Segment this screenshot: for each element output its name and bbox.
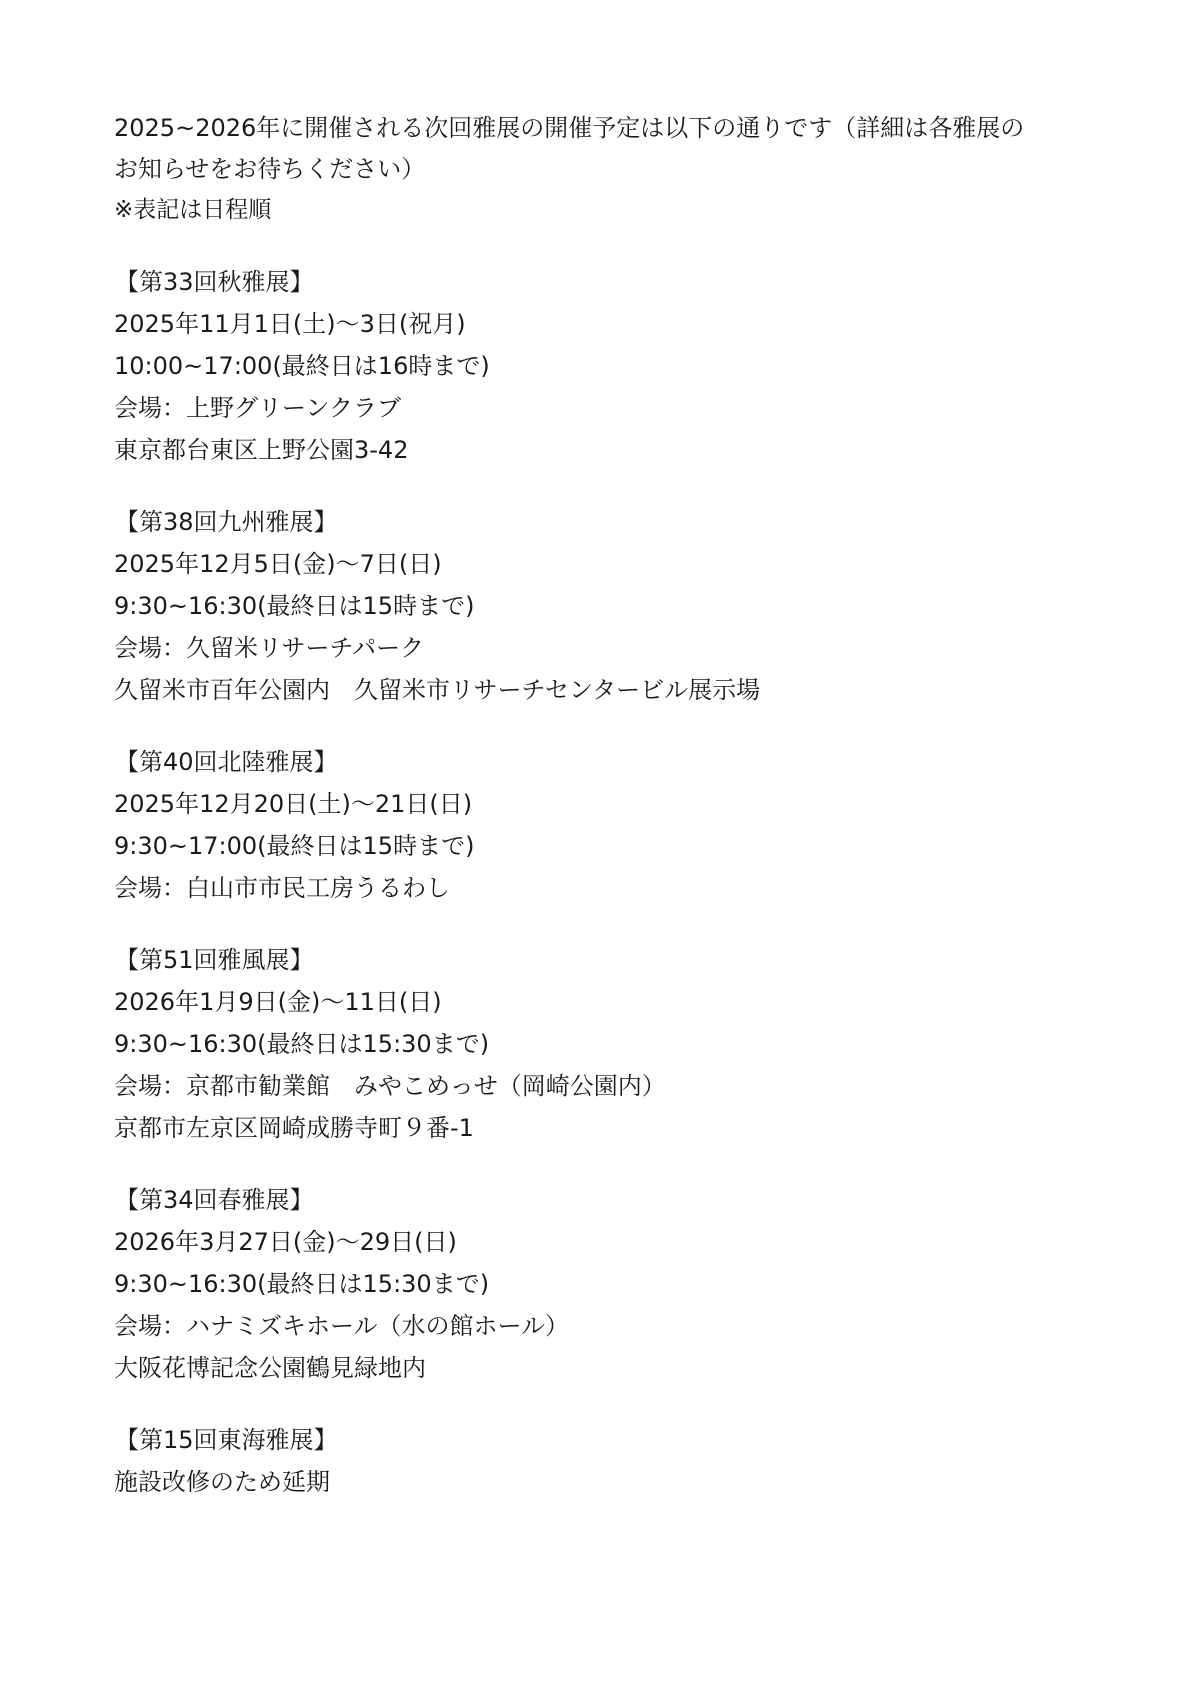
event-venue: 会場：久留米リサーチパーク bbox=[114, 634, 425, 662]
event-time: 10:00~17:00(最終日は16時まで) bbox=[114, 352, 490, 380]
event-title: 【第15回東海雅展】 bbox=[115, 1426, 338, 1454]
event-tokai-ga-exhibition bbox=[114, 1419, 1094, 1503]
event-hokuriku-ga-exhibition bbox=[114, 741, 1094, 909]
event-venue: 会場：京都市勧業館 みやこめっせ（岡崎公園内） bbox=[114, 1072, 666, 1100]
intro-note: ※表記は日程順 bbox=[114, 197, 272, 223]
event-date: 2025年12月5日(金)〜7日(日) bbox=[114, 550, 442, 578]
event-kyushu-ga-exhibition bbox=[114, 501, 1094, 711]
intro-text-line-2: お知らせをお待ちください） bbox=[114, 155, 426, 183]
event-address: 京都市左京区岡崎成勝寺町９番-1 bbox=[114, 1114, 474, 1142]
event-title: 【第38回九州雅展】 bbox=[115, 508, 338, 536]
event-title: 【第34回春雅展】 bbox=[115, 1186, 314, 1214]
event-gafu-exhibition bbox=[114, 939, 1094, 1149]
event-time: 9:30~16:30(最終日は15:30まで) bbox=[114, 1030, 490, 1058]
event-date: 2025年12月20日(土)〜21日(日) bbox=[114, 790, 473, 818]
event-date: 2025年11月1日(土)〜3日(祝月) bbox=[114, 310, 466, 338]
event-spring-ga-exhibition bbox=[114, 1179, 1094, 1389]
event-address: 東京都台東区上野公園3-42 bbox=[114, 436, 409, 464]
event-venue: 会場：上野グリーンクラブ bbox=[114, 394, 402, 422]
event-time: 9:30~16:30(最終日は15:30まで) bbox=[114, 1270, 490, 1298]
event-status: 施設改修のため延期 bbox=[114, 1468, 330, 1496]
event-title: 【第33回秋雅展】 bbox=[115, 268, 314, 296]
event-venue: 会場：ハナミズキホール（水の館ホール） bbox=[114, 1312, 570, 1340]
event-date: 2026年1月9日(金)〜11日(日) bbox=[114, 988, 442, 1016]
intro-section bbox=[114, 108, 1094, 231]
event-title: 【第40回北陸雅展】 bbox=[115, 748, 338, 776]
document-body bbox=[114, 108, 1094, 1503]
event-time: 9:30~17:00(最終日は15時まで) bbox=[114, 832, 475, 860]
event-time: 9:30~16:30(最終日は15時まで) bbox=[114, 592, 475, 620]
event-address: 大阪花博記念公園鶴見緑地内 bbox=[114, 1354, 426, 1382]
intro-text-line-1: 2025~2026年に開催される次回雅展の開催予定は以下の通りです（詳細は各雅展の bbox=[114, 114, 1025, 142]
event-title: 【第51回雅風展】 bbox=[115, 946, 314, 974]
event-autumn-ga-exhibition bbox=[114, 261, 1094, 471]
event-date: 2026年3月27日(金)〜29日(日) bbox=[114, 1228, 457, 1256]
event-venue: 会場：白山市市民工房うるわし bbox=[114, 874, 450, 902]
event-address: 久留米市百年公園内 久留米市リサーチセンタービル展示場 bbox=[114, 676, 761, 704]
